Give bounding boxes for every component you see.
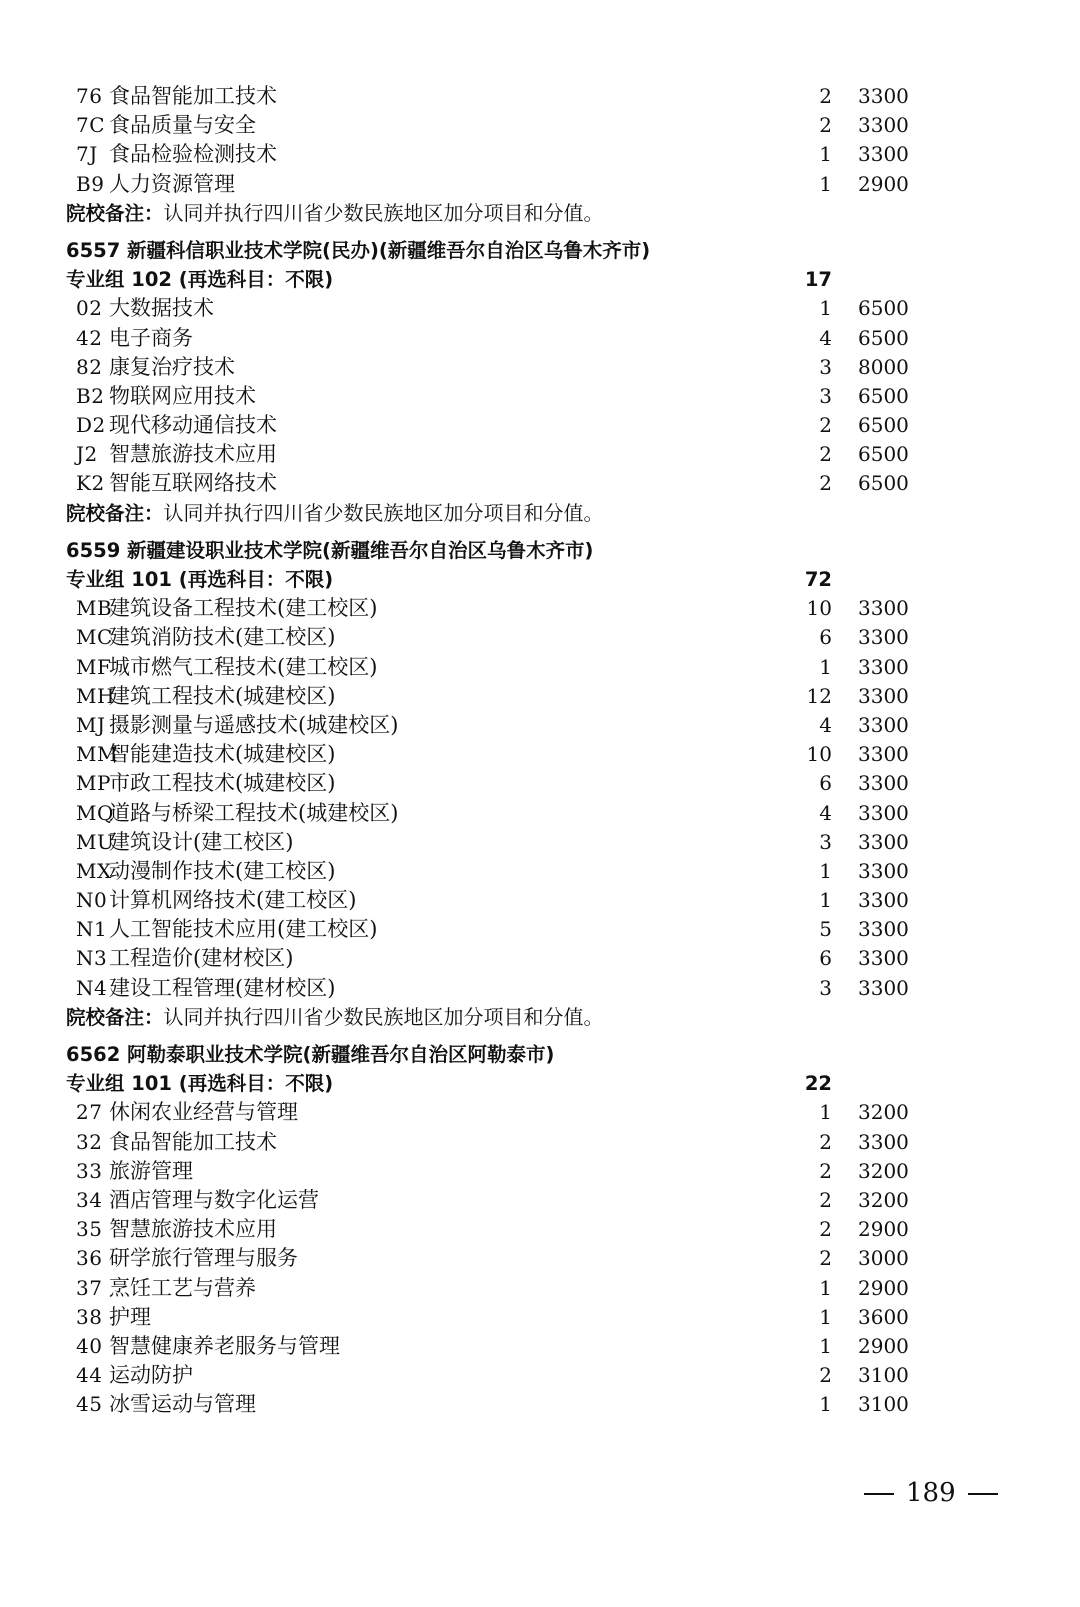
major-tuition: 6500 [858, 383, 909, 408]
major-code: 27 [76, 1100, 103, 1125]
major-row [66, 382, 966, 411]
major-name: 建筑设计(建工校区) [109, 829, 294, 854]
major-group-heading [66, 1069, 966, 1098]
major-name: 城市燃气工程技术(建工校区) [109, 654, 378, 679]
major-row [66, 828, 966, 857]
major-name: 道路与桥梁工程技术(城建校区) [109, 800, 399, 825]
major-row [66, 1186, 966, 1215]
major-row [66, 294, 966, 323]
school-note-label: 院校备注： [66, 501, 164, 525]
major-code: N0 [76, 888, 108, 913]
major-code: 40 [76, 1333, 103, 1358]
major-plan-count: 2 [819, 413, 832, 438]
major-code: MP [76, 771, 111, 796]
school-note [66, 499, 966, 528]
group-total: 17 [804, 268, 832, 292]
major-tuition: 6500 [858, 413, 909, 438]
major-row [66, 1157, 966, 1186]
major-row [66, 653, 966, 682]
major-plan-count: 2 [819, 1217, 832, 1242]
major-plan-count: 2 [819, 1246, 832, 1271]
major-row [66, 1361, 966, 1390]
major-tuition: 2900 [858, 171, 909, 196]
major-name: 建筑工程技术(城建校区) [109, 683, 336, 708]
major-tuition: 3100 [858, 1392, 909, 1417]
major-plan-count: 2 [819, 113, 832, 138]
major-name: 摄影测量与遥感技术(城建校区) [109, 712, 399, 737]
major-row [66, 170, 966, 199]
major-code: MM [76, 742, 118, 767]
major-row [66, 1303, 966, 1332]
major-tuition: 3300 [858, 596, 909, 621]
major-code: 7C [76, 113, 106, 138]
school-heading: 6559 新疆建设职业技术学院(新疆维吾尔自治区乌鲁木齐市) [66, 538, 594, 562]
major-name: 康复治疗技术 [109, 354, 235, 379]
major-plan-count: 3 [819, 354, 832, 379]
major-code: K2 [76, 471, 105, 496]
major-tuition: 3000 [858, 1246, 909, 1271]
major-row [66, 140, 966, 169]
major-plan-count: 6 [819, 625, 832, 650]
page-content [66, 82, 966, 1419]
major-row [66, 1215, 966, 1244]
major-code: MC [76, 625, 113, 650]
major-plan-count: 12 [806, 683, 832, 708]
major-tuition: 3300 [858, 683, 909, 708]
major-code: MB [76, 596, 113, 621]
major-tuition: 2900 [858, 1217, 909, 1242]
major-row [66, 1274, 966, 1303]
major-code: 38 [76, 1304, 103, 1329]
major-plan-count: 10 [806, 596, 832, 621]
major-row [66, 469, 966, 498]
major-code: 82 [76, 354, 103, 379]
major-tuition: 6500 [858, 442, 909, 467]
major-tuition: 2900 [858, 1275, 909, 1300]
major-row [66, 353, 966, 382]
major-tuition: 3200 [858, 1158, 909, 1183]
school-note [66, 199, 966, 228]
major-row [66, 886, 966, 915]
major-tuition: 3300 [858, 888, 909, 913]
major-tuition: 3300 [858, 1129, 909, 1154]
major-name: 食品质量与安全 [109, 113, 256, 138]
major-row [66, 857, 966, 886]
major-row [66, 411, 966, 440]
major-tuition: 2900 [858, 1333, 909, 1358]
major-name: 烹饪工艺与营养 [109, 1275, 256, 1300]
school-note [66, 1003, 966, 1032]
major-plan-count: 6 [819, 771, 832, 796]
group-total: 72 [804, 568, 832, 591]
major-tuition: 3300 [858, 742, 909, 767]
major-tuition: 3300 [858, 800, 909, 825]
major-row [66, 974, 966, 1003]
major-tuition: 3300 [858, 113, 909, 138]
major-code: 32 [76, 1129, 103, 1154]
major-plan-count: 3 [819, 829, 832, 854]
major-tuition: 3300 [858, 829, 909, 854]
major-code: 76 [76, 84, 103, 108]
major-code: D2 [76, 413, 106, 438]
major-name: 研学旅行管理与服务 [109, 1246, 298, 1271]
major-code: 36 [76, 1246, 103, 1271]
major-name: 智能互联网络技术 [109, 471, 277, 496]
major-name: 建筑消防技术(建工校区) [109, 625, 336, 650]
major-plan-count: 2 [819, 1187, 832, 1212]
major-row [66, 111, 966, 140]
school-heading: 6557 新疆科信职业技术学院(民办)(新疆维吾尔自治区乌鲁木齐市) [66, 238, 651, 262]
major-plan-count: 1 [819, 142, 832, 167]
major-code: 45 [76, 1392, 103, 1417]
major-group-heading [66, 265, 966, 294]
major-code: N1 [76, 917, 108, 942]
major-plan-count: 6 [819, 946, 832, 971]
major-plan-count: 3 [819, 975, 832, 1000]
major-row [66, 324, 966, 353]
major-code: 35 [76, 1217, 103, 1242]
major-code: J2 [76, 442, 98, 467]
footer-dash-left [864, 1493, 894, 1495]
major-tuition: 3300 [858, 142, 909, 167]
major-name: 酒店管理与数字化运营 [109, 1187, 319, 1212]
major-name: 建筑设备工程技术(建工校区) [109, 596, 378, 621]
major-row [66, 1244, 966, 1273]
major-plan-count: 10 [806, 742, 832, 767]
major-plan-count: 5 [819, 917, 832, 942]
major-plan-count: 2 [819, 1363, 832, 1388]
major-tuition: 3300 [858, 654, 909, 679]
major-code: MH [76, 683, 115, 708]
major-code: 02 [76, 296, 103, 321]
major-name: 计算机网络技术(建工校区) [109, 888, 357, 913]
major-tuition: 3300 [858, 625, 909, 650]
school-note-label: 院校备注： [66, 1005, 164, 1029]
major-tuition: 6500 [858, 325, 909, 350]
major-plan-count: 2 [819, 471, 832, 496]
major-name: 动漫制作技术(建工校区) [109, 858, 336, 883]
page-number: 189 [906, 1478, 956, 1508]
major-plan-count: 4 [819, 325, 832, 350]
major-tuition: 3300 [858, 917, 909, 942]
major-tuition: 3300 [858, 84, 909, 108]
page-footer [852, 1478, 1010, 1508]
major-plan-count: 1 [819, 171, 832, 196]
major-code: MQ [76, 800, 114, 825]
major-code: MF [76, 654, 112, 679]
major-plan-count: 1 [819, 888, 832, 913]
major-tuition: 6500 [858, 471, 909, 496]
major-row [66, 1332, 966, 1361]
major-name: 冰雪运动与管理 [109, 1392, 256, 1417]
major-name: 护理 [109, 1304, 151, 1329]
major-plan-count: 1 [819, 1392, 832, 1417]
major-row [66, 944, 966, 973]
major-code: 37 [76, 1275, 103, 1300]
major-plan-count: 3 [819, 383, 832, 408]
major-code: 33 [76, 1158, 103, 1183]
major-name: 旅游管理 [109, 1158, 193, 1183]
major-row [66, 799, 966, 828]
major-row [66, 711, 966, 740]
major-code: MJ [76, 712, 106, 737]
major-name: 大数据技术 [109, 296, 214, 321]
school-note-text: 认同并执行四川省少数民族地区加分项目和分值。 [163, 200, 604, 225]
major-name: 智慧健康养老服务与管理 [109, 1333, 340, 1358]
group-label: 专业组 101 (再选科目：不限) [66, 1072, 334, 1096]
major-row [66, 82, 966, 111]
major-row [66, 1128, 966, 1157]
group-label: 专业组 101 (再选科目：不限) [66, 568, 334, 591]
major-tuition: 3200 [858, 1100, 909, 1125]
major-tuition: 3300 [858, 712, 909, 737]
major-row [66, 1390, 966, 1419]
major-code: MX [76, 858, 112, 883]
major-tuition: 3200 [858, 1187, 909, 1212]
major-name: 食品智能加工技术 [109, 84, 277, 108]
major-name: 食品检验检测技术 [109, 142, 277, 167]
major-row [66, 594, 966, 623]
major-code: N3 [76, 946, 108, 971]
major-plan-count: 2 [819, 84, 832, 108]
major-row [66, 740, 966, 769]
major-name: 智慧旅游技术应用 [109, 442, 277, 467]
major-name: 现代移动通信技术 [109, 413, 277, 438]
major-name: 物联网应用技术 [109, 383, 256, 408]
major-plan-count: 1 [819, 1100, 832, 1125]
major-code: 44 [76, 1363, 103, 1388]
major-plan-count: 1 [819, 296, 832, 321]
major-code: N4 [76, 975, 108, 1000]
major-row [66, 440, 966, 469]
major-row [66, 623, 966, 652]
major-tuition: 3300 [858, 946, 909, 971]
major-code: 7J [76, 142, 98, 167]
school-heading: 6562 阿勒泰职业技术学院(新疆维吾尔自治区阿勒泰市) [66, 1043, 555, 1066]
major-code: MU [76, 829, 115, 854]
major-plan-count: 1 [819, 1275, 832, 1300]
major-name: 食品智能加工技术 [109, 1129, 277, 1154]
major-code: B2 [76, 383, 105, 408]
major-code: 34 [76, 1187, 103, 1212]
major-tuition: 6500 [858, 296, 909, 321]
major-name: 电子商务 [109, 325, 193, 350]
major-row [66, 682, 966, 711]
major-tuition: 3300 [858, 771, 909, 796]
major-name: 工程造价(建材校区) [109, 946, 294, 971]
major-name: 智能建造技术(城建校区) [109, 742, 336, 767]
major-plan-count: 2 [819, 1158, 832, 1183]
major-plan-count: 2 [819, 1129, 832, 1154]
school-note-text: 认同并执行四川省少数民族地区加分项目和分值。 [163, 500, 604, 525]
major-plan-count: 4 [819, 800, 832, 825]
major-name: 人力资源管理 [109, 171, 235, 196]
major-row [66, 915, 966, 944]
school-note-label: 院校备注： [66, 201, 164, 225]
major-row [66, 1098, 966, 1127]
major-plan-count: 1 [819, 858, 832, 883]
major-plan-count: 1 [819, 1333, 832, 1358]
major-name: 智慧旅游技术应用 [109, 1217, 277, 1242]
major-plan-count: 2 [819, 442, 832, 467]
major-plan-count: 4 [819, 712, 832, 737]
major-code: B9 [76, 171, 105, 196]
group-label: 专业组 102 (再选科目：不限) [66, 268, 334, 292]
major-tuition: 3100 [858, 1363, 909, 1388]
footer-dash-right [968, 1493, 998, 1495]
major-name: 运动防护 [109, 1363, 193, 1388]
school-note-text: 认同并执行四川省少数民族地区加分项目和分值。 [163, 1004, 604, 1029]
major-tuition: 3300 [858, 858, 909, 883]
group-total: 22 [804, 1072, 832, 1096]
major-name: 人工智能技术应用(建工校区) [109, 917, 378, 942]
major-name: 建设工程管理(建材校区) [109, 975, 336, 1000]
major-tuition: 8000 [858, 354, 909, 379]
major-row [66, 769, 966, 798]
major-plan-count: 1 [819, 654, 832, 679]
major-tuition: 3600 [858, 1304, 909, 1329]
major-group-heading [66, 565, 966, 594]
major-code: 42 [76, 325, 103, 350]
major-plan-count: 1 [819, 1304, 832, 1329]
major-tuition: 3300 [858, 975, 909, 1000]
major-name: 市政工程技术(城建校区) [109, 771, 336, 796]
major-name: 休闲农业经营与管理 [109, 1100, 298, 1125]
